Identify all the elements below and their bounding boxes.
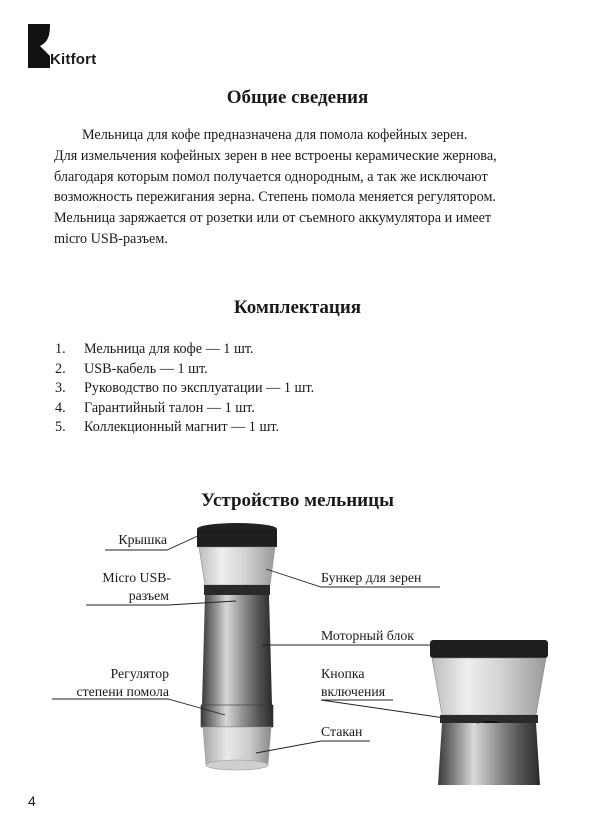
device-title: Устройство мельницы: [201, 490, 394, 511]
general-line-5: Мельница заряжается от розетки или от съемного аккумулятора и имеет: [54, 210, 492, 227]
brand-name: Kitfort: [50, 51, 97, 68]
general-title: Общие сведения: [226, 87, 369, 108]
general-line-3: благодаря которым помол получается однородным, а так же исключают: [54, 168, 488, 185]
general-line-6: micro USB-разъем.: [54, 230, 168, 247]
regulator-ring: [201, 705, 273, 727]
general-line-4: возможность пережигания зерна. Степень помола меняется регулятором.: [54, 189, 496, 206]
closeup-body: [438, 723, 540, 785]
cup: [203, 727, 271, 765]
closeup-hopper: [432, 658, 546, 715]
kit-title: Комплектация: [233, 297, 362, 318]
collar: [204, 585, 270, 595]
list-item: 5. Коллекционный магнит — 1 шт.: [55, 419, 280, 436]
list-item: 3. Руководство по эксплуатации — 1 шт.: [55, 380, 315, 397]
page-number: 4: [28, 793, 36, 809]
label-button-line2: включения: [321, 684, 386, 699]
motor-block: [202, 595, 272, 705]
kitfort-logo: [28, 24, 118, 72]
kitfort-logo-mark: [28, 24, 52, 68]
grinder-closeup: [430, 640, 548, 785]
label-usb-line1: Micro USB-: [102, 570, 171, 585]
hopper: [199, 547, 275, 585]
kit-list: [55, 340, 314, 438]
label-regulator-line2: степени помола: [76, 684, 169, 699]
list-item: 2. USB-кабель — 1 шт.: [55, 360, 208, 377]
label-regulator-line1: Регулятор: [110, 666, 169, 681]
general-paragraph: [54, 125, 560, 250]
general-line-2: Для измельчения кофейных зерен в нее встроены керамические жернова,: [54, 147, 497, 164]
label-hopper: Бункер для зерен: [321, 570, 422, 585]
label-motor: Моторный блок: [321, 628, 414, 643]
cup-bottom: [206, 760, 268, 770]
label-button-line1: Кнопка: [321, 666, 365, 681]
list-item: 1. Мельница для кофе — 1 шт.: [55, 341, 254, 357]
label-lid: Крышка: [118, 532, 167, 547]
closeup-lid: [430, 640, 548, 658]
list-item: 4. Гарантийный талон — 1 шт.: [55, 399, 255, 416]
lid: [197, 529, 277, 547]
label-usb-line2: разъем: [128, 588, 169, 603]
label-cup: Стакан: [321, 724, 363, 739]
general-line-1: Мельница для кофе предназначена для помола кофейных зерен.: [82, 127, 468, 143]
grinder-main: [197, 523, 277, 770]
grinder-diagram: [0, 515, 595, 790]
